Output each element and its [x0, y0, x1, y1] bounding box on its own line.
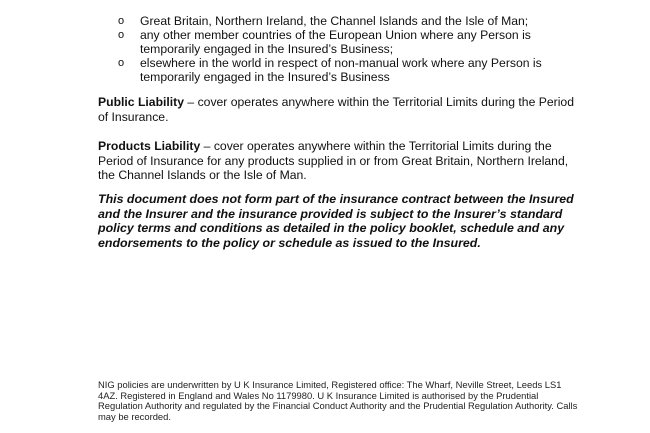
bullet-marker: o — [118, 15, 125, 27]
public-liability-text: – cover operates anywhere within the Territorial Limits during the Period of Insurance. — [98, 95, 574, 124]
territorial-limits-list — [118, 14, 588, 84]
public-liability-heading: Public Liability — [98, 95, 185, 109]
list-item — [118, 14, 588, 28]
list-item-text: Great Britain, Northern Ireland, the Channel Islands and the Isle of Man; — [140, 14, 529, 28]
products-liability-paragraph — [98, 139, 584, 183]
footer-legal-text: NIG policies are underwritten by U K Insurance Limited, Registered office: The Wharf, Neville Street, Leeds LS1 4AZ. Registered in England and Wales No 1179980. U K Insurance Limited is authorised by the Prudential Regulation Authority and regulated by the Financial Conduct Authority and the Prudential Regulation Authority. Calls may be recorded. — [98, 379, 578, 422]
list-item-text: any other member countries of the European Union where any Person is temporarily engaged in the Insured’s Business; — [140, 28, 531, 56]
list-item — [118, 56, 588, 84]
bullet-marker: o — [118, 29, 125, 41]
products-liability-heading: Products Liability — [98, 139, 201, 153]
public-liability-paragraph — [98, 95, 584, 124]
products-liability-text: – cover operates anywhere within the Territorial Limits during the Period of Insurance for any products supplied in or from Great Britain, Northern Ireland, the Channel Islands or the Isle of Man. — [98, 139, 569, 182]
list-item — [118, 28, 588, 56]
list-item-text: elsewhere in the world in respect of non-manual work where any Person is temporarily engaged in the Insured’s Business — [140, 56, 542, 84]
bullet-marker: o — [118, 57, 125, 69]
disclaimer-paragraph: This document does not form part of the insurance contract between the Insured and the Insurer and the insurance provided is subject to the Insurer’s standard policy terms and conditions as detailed in the policy booklet, schedule and any endorsements to the policy or schedule as issued to the Insured. — [98, 192, 574, 250]
